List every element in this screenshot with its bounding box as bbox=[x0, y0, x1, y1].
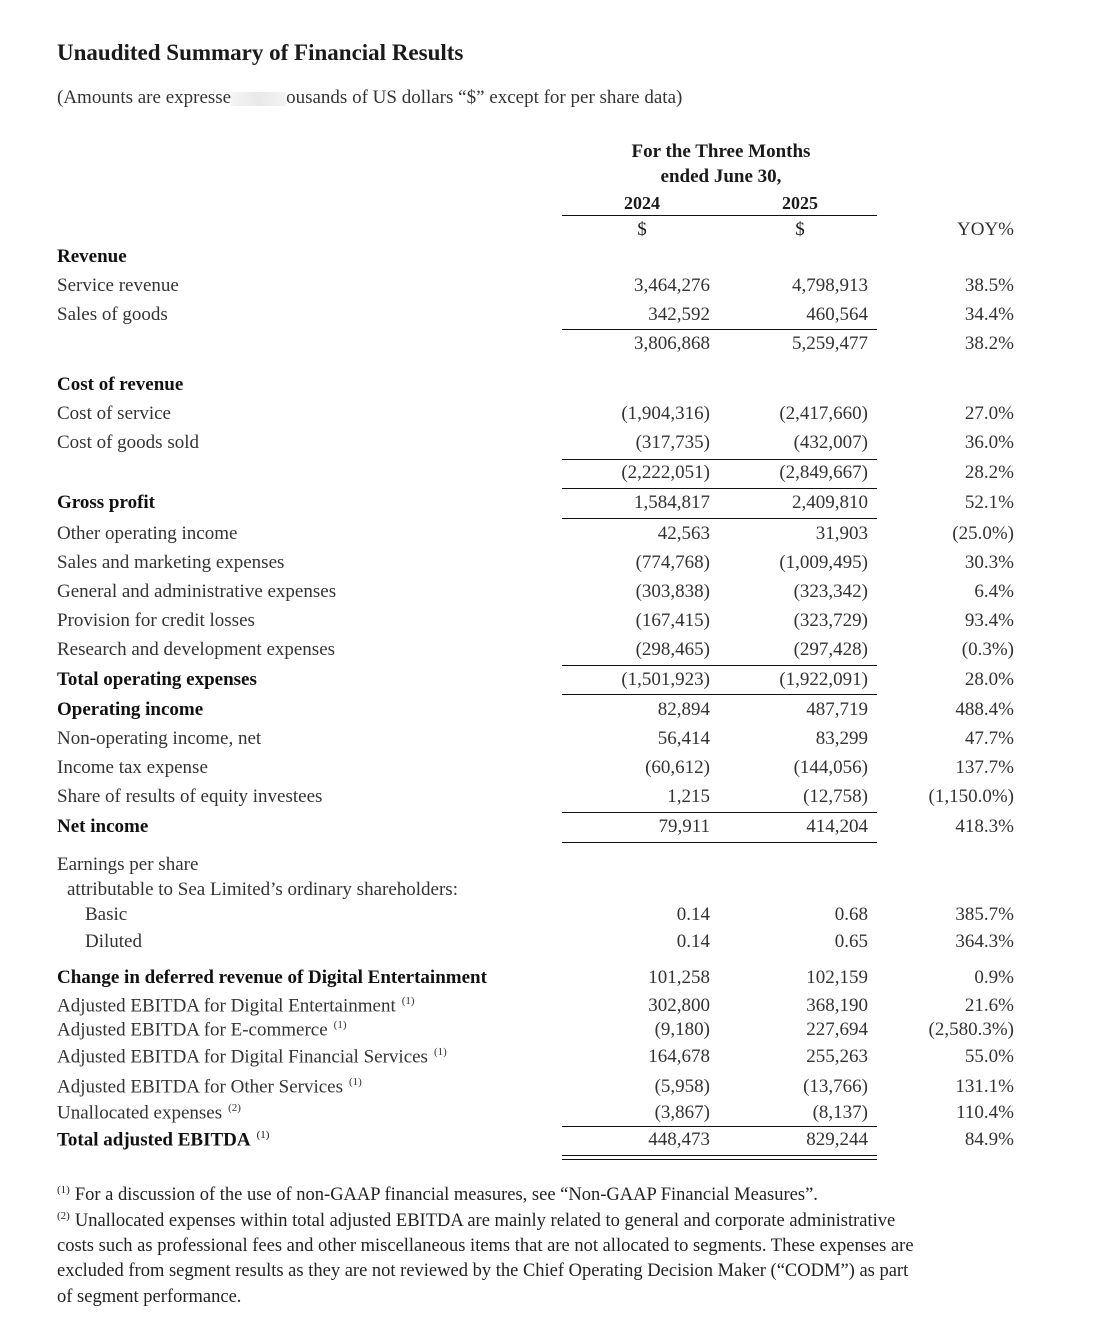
value-2025: 368,190 bbox=[806, 995, 868, 1016]
row-label-cost-of-revenue: Cost of revenue bbox=[57, 374, 184, 395]
value-yoy: 84.9% bbox=[964, 1129, 1014, 1150]
value-2025: 4,798,913 bbox=[792, 275, 868, 296]
row-label-cost-of-service: Cost of service bbox=[57, 403, 171, 424]
row-label-eps: Earnings per share bbox=[57, 854, 199, 875]
footnote-ref: (2) bbox=[228, 1102, 241, 1114]
value-2024: 3,806,868 bbox=[634, 333, 710, 354]
label-text: Adjusted EBITDA for Other Services bbox=[57, 1076, 343, 1098]
value-2025: 0.68 bbox=[834, 904, 868, 925]
unit-2024: $ bbox=[637, 219, 647, 240]
footnote-2-line1 bbox=[57, 1210, 895, 1232]
value-yoy: 110.4% bbox=[956, 1102, 1014, 1123]
value-2024: 56,414 bbox=[657, 728, 710, 749]
footnote-ref: (1) bbox=[349, 1076, 362, 1088]
value-yoy: 21.6% bbox=[964, 995, 1014, 1016]
value-yoy: 47.7% bbox=[964, 728, 1014, 749]
value-2024: 0.14 bbox=[676, 904, 710, 925]
row-label-gross-profit: Gross profit bbox=[57, 492, 155, 513]
row-label-sales-of-goods: Sales of goods bbox=[57, 304, 168, 325]
double-rule-top bbox=[562, 1155, 877, 1156]
value-2025: 102,159 bbox=[806, 967, 868, 988]
value-2025: (1,009,495) bbox=[779, 552, 868, 573]
label-text: Adjusted EBITDA for E-commerce bbox=[57, 1019, 328, 1041]
label-text: Adjusted EBITDA for Digital Financial Services bbox=[57, 1046, 428, 1068]
value-2024: (1,904,316) bbox=[621, 403, 710, 424]
subtotal-rule bbox=[562, 459, 877, 460]
value-yoy: 38.5% bbox=[964, 275, 1014, 296]
value-yoy: 28.2% bbox=[964, 462, 1014, 483]
double-rule-bottom bbox=[562, 1159, 877, 1160]
value-2025: (323,729) bbox=[793, 610, 868, 631]
value-2025: 31,903 bbox=[815, 523, 868, 544]
subtotal-rule bbox=[562, 665, 877, 666]
footnote-mark: (2) bbox=[57, 1210, 70, 1222]
row-label-non-operating-income: Non-operating income, net bbox=[57, 728, 262, 749]
value-yoy: 34.4% bbox=[964, 304, 1014, 325]
footnote-text: Unallocated expenses within total adjusted EBITDA are mainly related to general and corporate administrative bbox=[74, 1211, 896, 1232]
row-label-ebitda-digital-entertainment bbox=[57, 995, 415, 1017]
total-rule bbox=[562, 842, 877, 843]
row-label-ebitda-ecommerce bbox=[57, 1019, 347, 1041]
value-2025: (323,342) bbox=[793, 581, 868, 602]
row-label-total-operating-expenses: Total operating expenses bbox=[57, 669, 257, 690]
row-label-eps-basic: Basic bbox=[85, 904, 128, 925]
row-label-research-development: Research and development expenses bbox=[57, 639, 336, 660]
period-header-line2: ended June 30, bbox=[660, 166, 782, 187]
value-2025: (432,007) bbox=[793, 432, 868, 453]
value-2024: 79,911 bbox=[658, 816, 710, 837]
value-2024: (167,415) bbox=[635, 610, 710, 631]
row-label-sales-marketing: Sales and marketing expenses bbox=[57, 552, 285, 573]
value-yoy: 0.9% bbox=[974, 967, 1014, 988]
subtotal-rule bbox=[562, 329, 877, 330]
row-label-operating-income: Operating income bbox=[57, 699, 204, 720]
value-2024: (1,501,923) bbox=[621, 669, 710, 690]
value-yoy: 93.4% bbox=[964, 610, 1014, 631]
row-label-income-tax: Income tax expense bbox=[57, 757, 208, 778]
value-yoy: 131.1% bbox=[955, 1076, 1014, 1097]
value-2024: (303,838) bbox=[635, 581, 710, 602]
value-2025: (8,137) bbox=[812, 1102, 868, 1123]
value-2024: (3,867) bbox=[654, 1102, 710, 1123]
value-2025: 2,409,810 bbox=[792, 492, 868, 513]
row-label-ebitda-other bbox=[57, 1076, 362, 1098]
row-label-general-admin: General and administrative expenses bbox=[57, 581, 337, 602]
row-label-eps-diluted: Diluted bbox=[85, 931, 142, 952]
value-2024: (9,180) bbox=[654, 1019, 710, 1040]
subtitle-part-a: (Amounts are expresse bbox=[57, 87, 232, 108]
value-2024: (5,958) bbox=[654, 1076, 710, 1097]
value-yoy: (1,150.0%) bbox=[928, 786, 1014, 807]
footnote-ref: (1) bbox=[433, 1046, 447, 1058]
row-label-deferred-revenue: Change in deferred revenue of Digital Entertainment bbox=[57, 967, 487, 988]
row-label-equity-investees: Share of results of equity investees bbox=[57, 786, 323, 807]
row-label-eps-attributable: attributable to Sea Limited’s ordinary shareholders: bbox=[67, 879, 458, 900]
value-yoy: 30.3% bbox=[964, 552, 1014, 573]
row-label-total-adjusted-ebitda bbox=[57, 1129, 269, 1151]
subtitle-part-b: ousands of US dollars “$” except for per share data) bbox=[286, 87, 683, 108]
value-2024: (774,768) bbox=[635, 552, 710, 573]
value-2024: 302,800 bbox=[648, 995, 710, 1016]
value-2024: (298,465) bbox=[635, 639, 710, 660]
yoy-header: YOY% bbox=[957, 219, 1014, 240]
value-2024: 101,258 bbox=[648, 967, 710, 988]
value-yoy: 137.7% bbox=[955, 757, 1014, 778]
value-2025: (13,766) bbox=[803, 1076, 868, 1097]
footnote-ref: (1) bbox=[401, 995, 415, 1007]
footnote-ref: (1) bbox=[333, 1019, 347, 1031]
value-2025: 83,299 bbox=[815, 728, 868, 749]
value-2025: 460,564 bbox=[806, 304, 868, 325]
value-2025: (297,428) bbox=[793, 639, 868, 660]
subtotal-rule bbox=[562, 694, 877, 695]
label-text: Total adjusted EBITDA bbox=[57, 1129, 251, 1151]
row-label-service-revenue: Service revenue bbox=[57, 275, 179, 296]
label-text: Unallocated expenses bbox=[57, 1102, 223, 1124]
document-title: Unaudited Summary of Financial Results bbox=[57, 40, 464, 65]
header-rule bbox=[562, 215, 877, 216]
document-subtitle bbox=[57, 87, 682, 109]
value-2024: (60,612) bbox=[645, 757, 710, 778]
value-2025: 487,719 bbox=[806, 699, 868, 720]
subtotal-rule bbox=[562, 812, 877, 813]
value-2024: (2,222,051) bbox=[621, 462, 710, 483]
value-2025: 5,259,477 bbox=[792, 333, 868, 354]
value-2025: (12,758) bbox=[803, 786, 868, 807]
subtotal-rule bbox=[562, 518, 877, 519]
year-header-2025: 2025 bbox=[782, 193, 818, 213]
label-text: Adjusted EBITDA for Digital Entertainment bbox=[57, 995, 396, 1017]
row-label-revenue: Revenue bbox=[57, 246, 127, 267]
footnote-2-line4: of segment performance. bbox=[57, 1287, 242, 1307]
value-2024: 164,678 bbox=[648, 1046, 710, 1067]
value-yoy: 52.1% bbox=[964, 492, 1014, 513]
period-header-line1: For the Three Months bbox=[631, 141, 811, 162]
row-label-other-operating-income: Other operating income bbox=[57, 523, 238, 544]
value-2025: 0.65 bbox=[834, 931, 868, 952]
footnote-2-line2: costs such as professional fees and other miscellaneous items that are not allocated to segments. These expenses are bbox=[57, 1236, 914, 1256]
value-2025: 255,263 bbox=[806, 1046, 868, 1067]
footnote-1 bbox=[57, 1184, 818, 1206]
row-label-credit-losses: Provision for credit losses bbox=[57, 610, 255, 631]
value-2025: (2,417,660) bbox=[779, 403, 868, 424]
row-label-ebitda-dfs bbox=[57, 1046, 447, 1068]
value-2024: 0.14 bbox=[676, 931, 710, 952]
value-2024: 342,592 bbox=[648, 304, 710, 325]
value-2025: 414,204 bbox=[806, 816, 868, 837]
value-yoy: 488.4% bbox=[955, 699, 1014, 720]
value-yoy: 36.0% bbox=[964, 432, 1014, 453]
value-2025: (144,056) bbox=[793, 757, 868, 778]
row-label-cost-of-goods-sold: Cost of goods sold bbox=[57, 432, 199, 453]
row-label-net-income: Net income bbox=[57, 816, 149, 837]
value-2025: (2,849,667) bbox=[779, 462, 868, 483]
value-yoy: (2,580.3%) bbox=[928, 1019, 1014, 1040]
row-label-unallocated bbox=[57, 1102, 241, 1124]
value-yoy: 38.2% bbox=[964, 333, 1014, 354]
value-yoy: 27.0% bbox=[964, 403, 1014, 424]
redaction-mark bbox=[231, 92, 286, 106]
value-yoy: 55.0% bbox=[964, 1046, 1014, 1067]
value-2024: 42,563 bbox=[657, 523, 710, 544]
value-2025: (1,922,091) bbox=[779, 669, 868, 690]
value-2024: 448,473 bbox=[648, 1129, 710, 1150]
value-yoy: 28.0% bbox=[964, 669, 1014, 690]
footnote-ref: (1) bbox=[256, 1129, 270, 1141]
year-header-2024: 2024 bbox=[624, 193, 660, 213]
value-2025: 829,244 bbox=[806, 1129, 868, 1150]
value-2024: (317,735) bbox=[635, 432, 710, 453]
footnote-mark: (1) bbox=[57, 1184, 70, 1196]
value-yoy: (0.3%) bbox=[961, 639, 1014, 660]
value-yoy: 6.4% bbox=[974, 581, 1014, 602]
value-yoy: 364.3% bbox=[955, 931, 1014, 952]
value-2024: 3,464,276 bbox=[634, 275, 710, 296]
value-2024: 1,584,817 bbox=[634, 492, 710, 513]
value-yoy: (25.0%) bbox=[952, 523, 1014, 544]
value-yoy: 385.7% bbox=[955, 904, 1014, 925]
footnote-text: For a discussion of the use of non-GAAP financial measures, see “Non-GAAP Financial Measures”. bbox=[74, 1185, 818, 1206]
value-yoy: 418.3% bbox=[955, 816, 1014, 837]
value-2024: 1,215 bbox=[667, 786, 710, 807]
value-2024: 82,894 bbox=[657, 699, 710, 720]
footnote-2-line3: excluded from segment results as they are not reviewed by the Chief Operating Decision Maker (“CODM”) as part bbox=[57, 1261, 909, 1281]
value-2025: 227,694 bbox=[806, 1019, 868, 1040]
subtotal-rule bbox=[562, 1126, 877, 1127]
subtotal-rule bbox=[562, 488, 877, 489]
unit-2025: $ bbox=[795, 219, 805, 240]
